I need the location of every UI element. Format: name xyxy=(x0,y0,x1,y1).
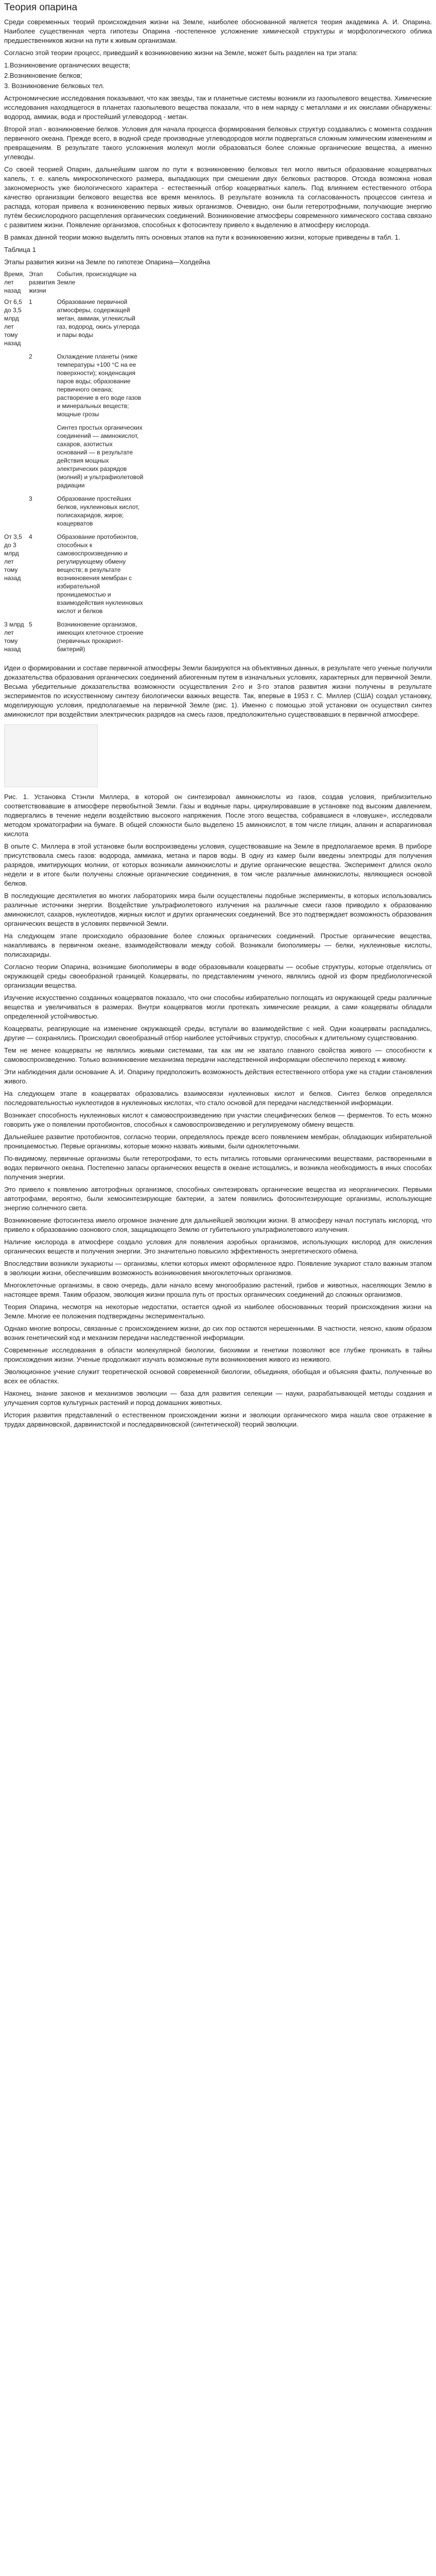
table-cell-stage xyxy=(29,423,57,495)
body-paragraph: Возникновение фотосинтеза имело огромное значение для дальнейшей эволюции жизни. В атмосферу начал поступать кислород, что привело к образованию озонового слоя, защищающего Землю от губительного ультрафиолетового излучения. xyxy=(4,1216,432,1233)
table-row xyxy=(4,620,146,658)
body-paragraph: Изучение искусственно созданных коацерватов показало, что они способны избирательно поглощать из окружающей среды различные вещества и увеличиваться в размерах. Внутри коацерватов могли протекать химические реакции, а сами коацерваты обладали определенной устойчивостью. xyxy=(4,994,432,1020)
body-paragraph: На следующем этапе в коацерватах образовались взаимосвязи нуклеиновых кислот и белков. Синтез белков определялся последовательностью нуклеотидов в нуклеиновых кислотах, что стало основой для передачи наследственной информации. xyxy=(4,1090,432,1107)
body-paragraph: На следующем этапе происходило образование более сложных органических соединений. Простые органические вещества, накапливаясь в первичном океане, взаимодействовали между собой. Возникали биополимеры — белки, нуклеиновые кислоты, полисахариды. xyxy=(4,932,432,958)
table-cell-stage: 5 xyxy=(29,621,32,628)
table-header-events: События, происходящие на Земле xyxy=(57,270,136,286)
table-cell-time: 3 млрд лет тому назад xyxy=(4,621,24,653)
table-cell-event: Синтез простых органических соединений — аминокислот, сахаров, азотистых оснований — в результате действия мощных электрических разрядов (молний) и ультрафиолетовой радиации xyxy=(57,424,144,489)
body-paragraph: Эти наблюдения дали основание А. И. Опарину предположить возможность действия естественного отбора уже на стадии становления живого. xyxy=(4,1068,432,1085)
experiment-paragraph: Идеи о формировании и составе первичной атмосферы Земли базируются на объективных данных, в результате чего ученые получили доказательства образования органических соединений абиогенным путем в изначальных условиях, характерных для первичной Земли. Весьма убедительные доказательства возможности осуществления 2-го и 3-го этапов развития жизни получены в результате экспериментов по искусственному синтезу биологически важных веществ. Так, впервые в 1953 г. С. Миллер (США) создал установку, моделирующую условия, предполагаемые на первичной Земле (рис. 1). Именно с помощью этой установки он осуществил синтез аминокислот при воздействии электрических разрядов на смесь газов, предположительно существовавших в первичной атмосфере. xyxy=(4,664,432,718)
stages-table xyxy=(4,270,146,658)
body-paragraph: История развития представлений о естественном происхождении жизни и эволюции органического мира нашла свое отражение в трудах дарвиновской, дарвинистской и последарвиновской (синтетической) теорий эволюции. xyxy=(4,1411,432,1428)
table-cell-event: Возникновение организмов, имеющих клеточное строение (первичных прокариот-бактерий) xyxy=(57,621,144,653)
table-cell-event: Охлаждение планеты (ниже температуры +100 °С на ее поверхности); конденсация паров воды; образование первичного океана; растворение в его воде газов и минеральных веществ; мощные грозы xyxy=(57,353,142,418)
table-row xyxy=(4,298,146,352)
body-paragraph: Тем не менее коацерваты не являлись живыми системами, так как им не хватало главного свойства живого — способности к самовоспроизведению. Только возникновение механизма передачи наследственной информации обеспечило переход к живому. xyxy=(4,1046,432,1063)
table-intro: В рамках данной теории можно выделить пять основных этапов на пути к возникновению жизни, которые приведены в табл. 1. xyxy=(4,233,400,241)
intro-paragraph-1: Среди современных теорий происхождения жизни на Земле, наиболее обоснованной является теория академика А. И. Опарина. Наиболее существенная черта гипотезы Опарина -постепенное усложнение химической структуры и морфологического облика предшественников жизни на пути к живым организмам. xyxy=(4,18,432,44)
table-cell-time: От 6,5 до 3,5 млрд лет тому назад xyxy=(4,298,22,347)
stage-item-3: 3. Возникновение белковых тел. xyxy=(4,82,104,90)
body-paragraph: Согласно теории Опарина, возникшие биополимеры в воде образовывали коацерваты — особые структуры, которые отделялись от окружающей среды своеобразной границей. Коацерваты, по представлениям ученого, являлись одной из форм предбиологической организации вещества. xyxy=(4,963,432,989)
table-cell-time: От 3,5 до 3 млрд лет тому назад xyxy=(4,533,22,582)
body-paragraph: Современные исследования в области молекулярной биологии, биохимии и генетики позволяют все глубже проникать в тайны происхождения жизни. Ученые продолжают изучать возможные пути возникновения живого из неживого. xyxy=(4,1346,432,1363)
body-paragraph: Коацерваты, реагирующие на изменение окружающей среды, вступали во взаимодействие с ней. Одни коацерваты распадались, другие — сохранялись. Происходил своеобразный отбор наиболее устойчивых структур, способных к длительному существованию. xyxy=(4,1025,432,1042)
body-paragraph: Наконец, знание законов и механизмов эволюции — база для развития селекции — науки, разрабатывающей методы создания и улучшения сортов культурных растений и пород домашних животных. xyxy=(4,1389,432,1406)
body-paragraph: По-видимому, первичные организмы были гетеротрофами, то есть питались готовыми органическими веществами, растворенными в водах первичного океана. Постепенно запасы органических веществ в океане истощались, и возникла необходимость в иных способах получения энергии. xyxy=(4,1155,432,1181)
table-cell-time xyxy=(4,352,29,423)
table-cell-stage: 1 xyxy=(29,298,32,306)
miller-apparatus-figure xyxy=(4,724,98,787)
table-header-stage: Этап развития жизни xyxy=(29,270,55,294)
table-row xyxy=(4,352,146,423)
table-cell-stage: 2 xyxy=(29,353,32,360)
body-paragraph: Однако многие вопросы, связанные с происхождением жизни, до сих пор остаются нерешенными. В частности, неясно, каким образом возник генетический код и механизм передачи наследственной информации. xyxy=(4,1325,432,1342)
figure-caption: Рис. 1. Установка Стэнли Миллера, в которой он синтезировал аминокислоты из газов, создав условия, приблизительно соответствовавшие в атмосфере первобытной Земли. Газы и водяные пары, циркулировавшие в установке под высоким давлением, подвергались в течение недели воздействию высокого напряжения. После этого вещества, собравшиеся в «ловушке», исследовали методом хроматографии на бумаге. В общей сложности было выделено 15 аминокислот, в том числе глицин, аланин и аспарагиновая кислота xyxy=(4,793,432,838)
table-cell-time xyxy=(4,423,29,495)
body-paragraph: Впоследствии возникли эукариоты — организмы, клетки которых имеют оформленное ядро. Появление эукариот стало важным этапом в эволюции жизни, обеспечившим возможность возникновения многоклеточных организмов. xyxy=(4,1260,432,1277)
table-cell-event: Образование протобионтов, способных к самовоспроизведению и регулирующему обмену веществ; в результате возникновения мембран с избирательной проницаемостью и взаимодействия нуклеиновых кислот и белков xyxy=(57,533,143,615)
body-paragraph: Возникает способность нуклеиновых кислот к самовоспроизведению при участии специфических белков — ферментов. То есть можно говорить уже о появлении протобионтов, способных к самовоспроизведению и регулируемому обмену веществ. xyxy=(4,1111,432,1128)
body-paragraph-2: Второй этап - возникновение белков. Условия для начала процесса формирования белковых структур создавались с момента создания первичного океана. Прежде всего, в водной среде производные углеводородов могли подвергаться сложным химическим изменениям и превращениям. В результате такого усложнения молекул могли образоваться более сложные органические вещества, а именно углеводы. xyxy=(4,125,432,161)
table-row xyxy=(4,423,146,495)
table-header-time: Время, лет назад xyxy=(4,270,25,294)
table-cell-stage: 4 xyxy=(29,533,32,540)
table-header-row xyxy=(4,270,146,298)
page-title: Теория опарина xyxy=(4,2,78,13)
body-paragraph: Дальнейшее развитие протобионтов, согласно теории, определялось прежде всего появлением мембран, обладающих избирательной проницаемостью. Первые организмы, которые можно назвать живыми, были одноклеточными. xyxy=(4,1133,432,1150)
body-paragraph-1: Астрономические исследования показывают, что как звезды, так и планетные системы возникли из газопылевого вещества. Химические исследования находящегося в планетах газопылевого вещества показали, что в нем наряду с металлами и их окислами обнаружены: водород, аммиак, вода и простейший углеводород - метан. xyxy=(4,94,432,121)
body-paragraph-3: Со своей теорией Опарин, дальнейшим шагом по пути к возникновению белковых тел могло явиться образование коацерватных капель, т. е. капель микроскопического размера, выпадающих при смешении двух белковых растворов. Отсюда возможна новая закономерность уже биологического характера - естественный отбор коацерватных капель. Под влиянием естественного отбора качество организации белкового вещества все время менялось. В результате возникла та согласованность процессов синтеза и распада, которая привела к возникновению первых живых организмов. Очевидно, они были гетеротрофными, получающие энергию путём бескислородного расщепления органических соединений. Возникновение атмосферы современного химического состава связано с развитием жизни. Появление организмов, способных к фотосинтезу привело к выделению в атмосферу кислорода. xyxy=(4,165,432,229)
table-row xyxy=(4,495,146,533)
body-paragraph: В последующие десятилетия во многих лабораториях мира были осуществлены подобные эксперименты, в которых использовались различные источники энергии. Воздействие ультрафиолетового излучения на различные смеси газов приводило к образованию аминокислот, сахаров, нуклеотидов, жирных кислот и других органических соединений. Все это подтверждает возможность образования органических веществ в условиях первичной Земли. xyxy=(4,892,432,927)
table-cell-event: Образование первичной атмосферы, содержащей метан, аммиак, углекислый газ, водород, окись углерода и пары воды xyxy=(57,298,140,338)
intro-paragraph-2: Согласно этой теории процесс, приведший к возникновению жизни на Земле, может быть разделен на три этапа: xyxy=(4,49,358,57)
table-caption-title: Этапы развития жизни на Земле по гипотезе Опарина—Холдейна xyxy=(4,258,211,266)
body-paragraph: Наличие кислорода в атмосфере создало условия для появления аэробных организмов, использующих кислород для окисления органических веществ и получения энергии. Это значительно повысило эффективность энергетического обмена. xyxy=(4,1238,432,1255)
table-cell-event: Образование простейших белков, нуклеиновых кислот, полисахаридов, жиров; коацерватов xyxy=(57,495,139,527)
body-paragraph: Теория Опарина, несмотря на некоторые недостатки, остается одной из наиболее обоснованных теорий происхождения жизни на Земле. Многие ее положения подтверждены экспериментально. xyxy=(4,1303,432,1320)
stage-item-1: 1.Возникновение органических веществ; xyxy=(4,61,131,69)
table-cell-time xyxy=(4,495,29,533)
body-paragraph: Эволюционное учение служит теоретической основой современной биологии, объединяя, обобщая и объясняя факты, полученные во всех ее областях. xyxy=(4,1368,432,1385)
body-paragraph: Это привело к появлению автотрофных организмов, способных синтезировать органические вещества из неорганических. Первыми автотрофами, вероятно, были хемосинтезирующие бактерии, а затем появились фотосинтезирующие организмы, использующие энергию солнечного света. xyxy=(4,1185,432,1212)
stage-item-2: 2.Возникновение белков; xyxy=(4,72,82,79)
table-row xyxy=(4,533,146,620)
body-paragraph: В опыте С. Миллера в этой установке были воспроизведены условия, существовавшие на Земле в предполагаемое время. В приборе присутствовала смесь газов: водорода, аммиака, метана и паров воды. В одну из камер были введены электроды для получения разрядов, имитирующих молнии, от которых возникали аминокислоты и другие органические вещества. Эксперимент длился около недели и в итоге были получены сложные органические соединения, в том числе различные аминокислоты, являющиеся основой белков. xyxy=(4,842,432,887)
table-cell-stage: 3 xyxy=(29,495,32,502)
table-caption-number: Таблица 1 xyxy=(4,246,36,253)
body-paragraph: Многоклеточные организмы, в свою очередь, дали начало всему многообразию растений, грибов и животных, населяющих Землю в настоящее время. Таким образом, эволюция жизни прошла путь от простых органических соединений до сложных организмов. xyxy=(4,1281,432,1298)
